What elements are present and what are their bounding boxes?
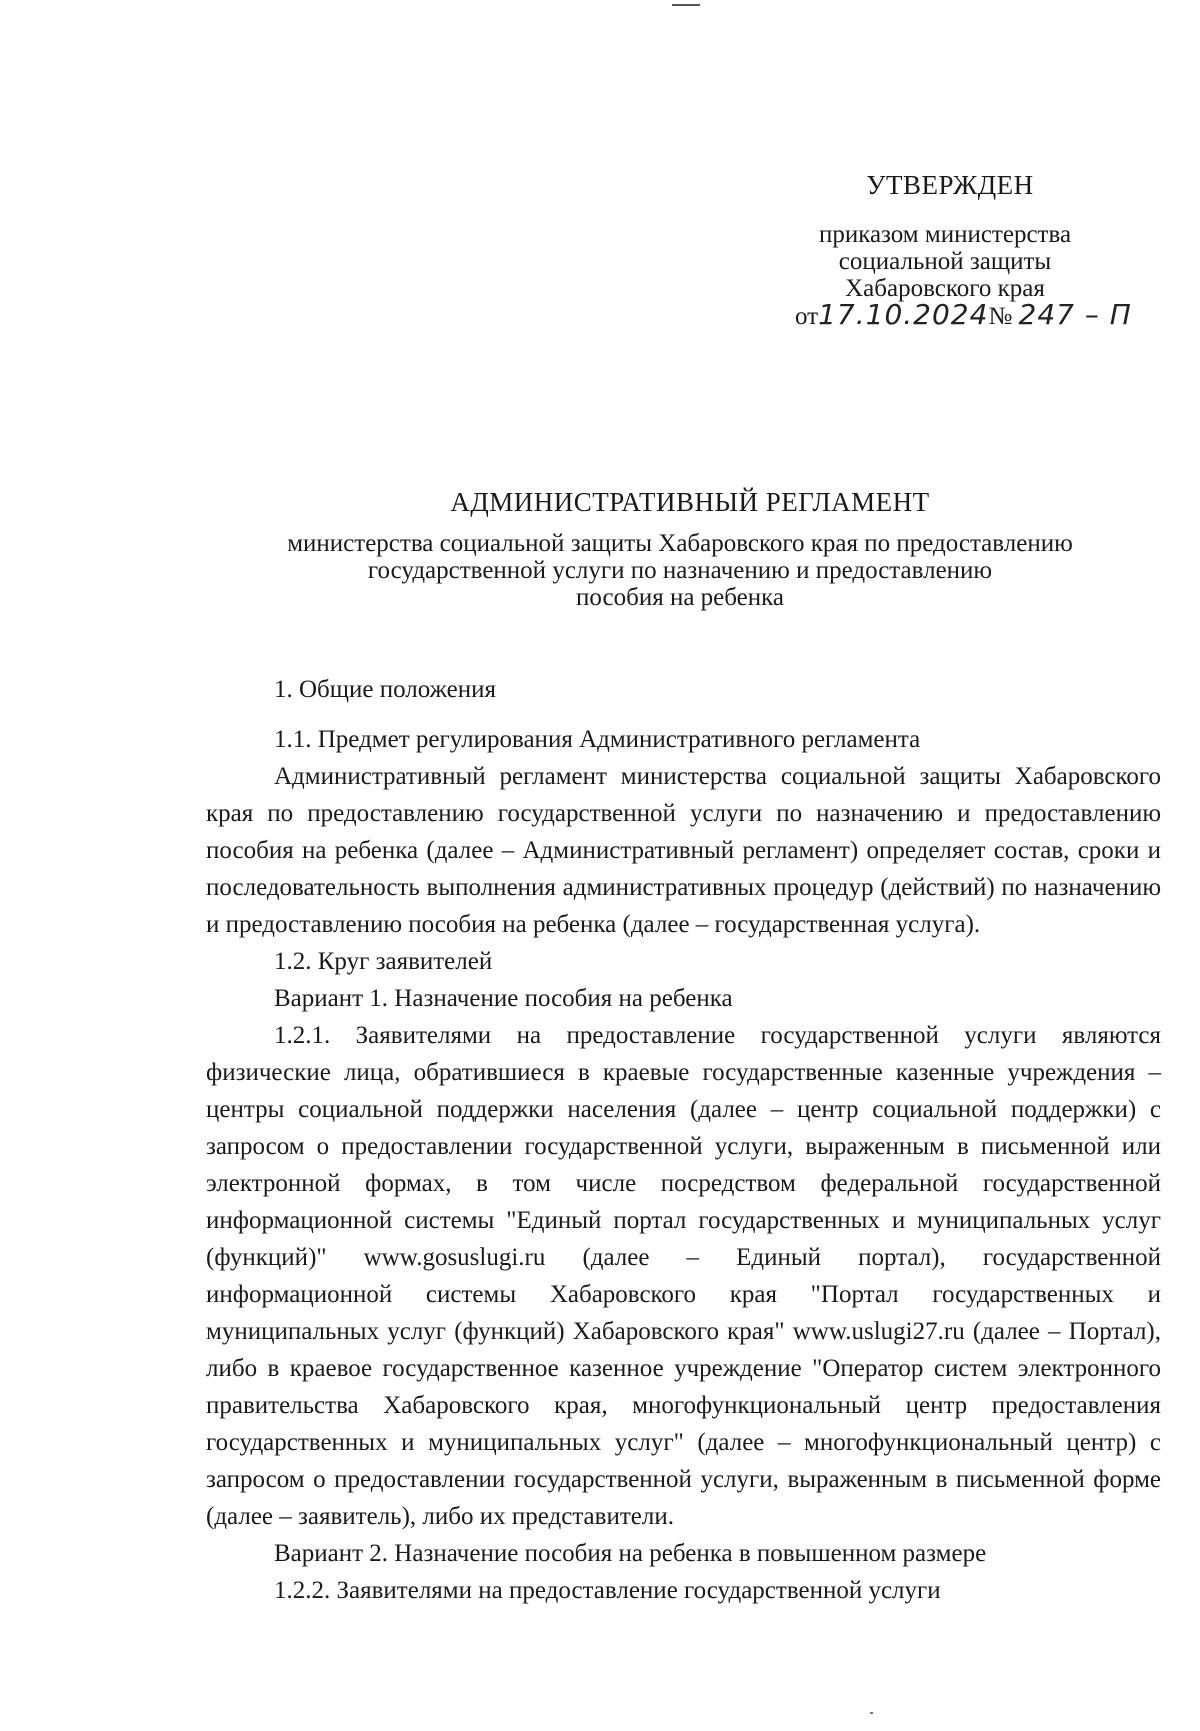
variant-heading: Вариант 1. Назначение пособия на ребенка xyxy=(274,985,733,1012)
approval-block xyxy=(770,172,1120,302)
variant-heading: Вариант 2. Назначение пособия на ребенка в повышенном размере xyxy=(274,1540,987,1567)
approval-date-number xyxy=(795,298,1132,331)
subtitle-line: государственной услуги по назначению и предоставлению xyxy=(367,557,993,584)
document-title: АДМИНИСТРАТИВНЫЙ РЕГЛАМЕНТ xyxy=(450,487,930,517)
paragraph: 1.2.2. Заявителями на предоставление государственной услуги xyxy=(274,1577,941,1604)
approval-line: Хабаровского края xyxy=(845,275,1045,302)
approval-line: социальной защиты xyxy=(838,248,1052,275)
section-heading: 1. Общие положения xyxy=(274,676,496,703)
scan-mark xyxy=(870,1712,873,1714)
subtitle-line: министерства социальной защиты Хабаровского края по предоставлению xyxy=(287,530,1073,557)
handwritten-date: 17.10.2024 xyxy=(818,298,989,331)
subtitle-line: пособия на ребенка xyxy=(576,584,784,611)
number-prefix: № xyxy=(988,303,1013,330)
subsection-heading: 1.1. Предмет регулирования Административного регламента xyxy=(274,726,921,753)
date-prefix: от xyxy=(795,303,819,330)
approval-line: приказом министерства xyxy=(818,221,1072,248)
subsection-heading: 1.2. Круг заявителей xyxy=(274,948,493,975)
approval-title: УТВЕРЖДЕН xyxy=(866,170,1034,200)
paragraph: Административный регламент министерства социальной защиты Хабаровского края по предоставлению государственной услуги по назначению и предоставлению пособия на ребенка (далее – Административный регламент) определяет состав, сроки и последовательность выполнения административных процедур (действий) по назначению и предоставлению пособия на ребенка (далее – государственная услуга). xyxy=(206,763,1161,938)
handwritten-number: 247 – П xyxy=(1018,298,1132,331)
document-body xyxy=(206,671,1161,1609)
scan-mark xyxy=(672,4,700,6)
document-subtitle xyxy=(210,530,1150,611)
paragraph: 1.2.1. Заявителями на предоставление государственной услуги являются физические лица, обратившиеся в краевые государственные казенные учреждения – центры социальной поддержки населения (далее – центр социальной поддержки) с запросом о предоставлении государственной услуги, выраженным в письменной или электронной формах, в том числе посредством федеральной государственной информационной системы "Единый портал государственных и муниципальных услуг (функций)" www.gosuslugi.ru (далее – Единый портал), государственной информационной системы Хабаровского края "Портал государственных и муниципальных услуг (функций) Хабаровского края" www.uslugi27.ru (далее – Портал), либо в краевое государственное казенное учреждение "Оператор систем электронного правительства Хабаровского края, многофункциональный центр предоставления государственных и муниципальных услуг" (далее – многофункциональный центр) с запросом о предоставлении государственной услуги, выраженным в письменной форме (далее – заявитель), либо их представители. xyxy=(206,1022,1161,1530)
